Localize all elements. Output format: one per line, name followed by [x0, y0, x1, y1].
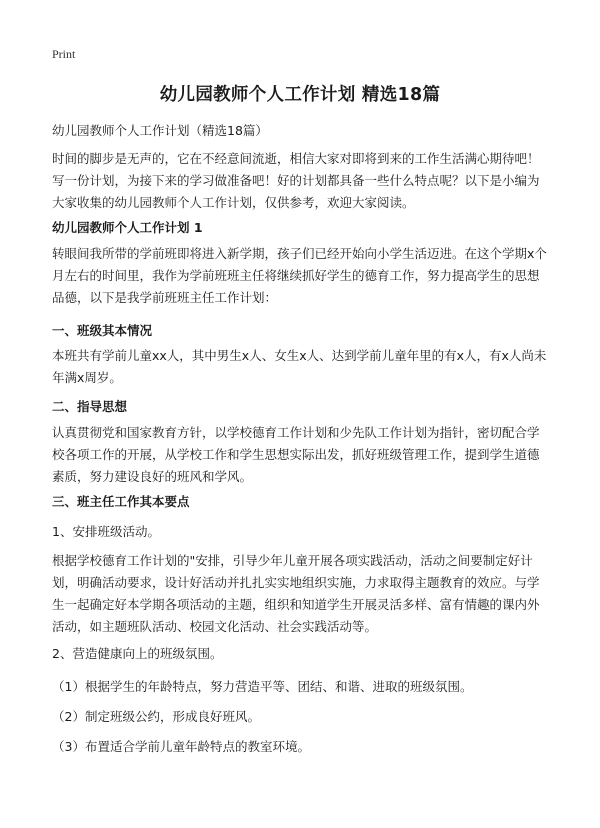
subtitle: 幼儿园教师个人工作计划（精选18篇）	[52, 123, 268, 138]
sub-item-3: （3）布置适合学前儿童年龄特点的教室环境。	[52, 739, 310, 754]
intro-paragraph: 时间的脚步是无声的，它在不经意间流逝，相信大家对即将到来的工作生活满心期待吧！写一份计划，为接下来的学习做准备吧！好的计划都具备一些什么特点呢？以下是小编为大家收集的幼儿园教师个人工作计划，仅供参考，欢迎大家阅读。	[52, 151, 540, 210]
section-1-heading: 幼儿园教师个人工作计划 1	[52, 220, 203, 235]
activities-paragraph: 根据学校德育工作计划的"安排，引导少年儿童开展各项实践活动，活动之间要制定好计划，明确活动要求，设计好活动并扎扎实实地组织实施，力求取得主题教育的效应。与学生一起确定好本学期各项活动的主题，组织和知道学生开展灵活多样、富有情趣的课内外活动，如主题班队活动、校园文化活动、社会实践活动等。	[52, 553, 540, 634]
heading-key-points: 三、班主任工作其本要点	[52, 494, 190, 509]
print-label[interactable]: Print	[52, 47, 76, 61]
guiding-thought-paragraph: 认真贯彻党和国家教育方针，以学校德育工作计划和少先队工作计划为指针，密切配合学校各项工作的开展，从学校工作和学生思想实际出发，抓好班级管理工作，提到学生道德素质，努力建设良好的班风和学风。	[52, 425, 540, 484]
page-title: 幼儿园教师个人工作计划 精选18篇	[159, 85, 441, 105]
class-info-paragraph: 本班共有学前儿童xx人，其中男生x人、女生x人、达到学前儿童年里的有x人，有x人尚未年满x周岁。	[52, 348, 547, 385]
heading-class-info: 一、班级其本情况	[52, 323, 153, 338]
list-item-1: 1、安排班级活动。	[52, 524, 160, 539]
heading-guiding-thought: 二、指导思想	[52, 399, 128, 414]
list-item-2: 2、营造健康向上的班级氛围。	[52, 646, 223, 661]
sub-item-1: （1）根据学生的年龄特点，努力营造平等、团结、和谐、进取的班级氛围。	[52, 679, 473, 694]
sub-item-2: （2）制定班级公约，形成良好班风。	[52, 709, 260, 724]
section-1-paragraph: 转眼间我所带的学前班即将进入新学期，孩子们已经开始向小学生活迈进。在这个学期x个月左右的时间里，我作为学前班班主任将继续抓好学生的德育工作，努力提高学生的思想品德，以下是我学前班班主任工作计划：	[52, 246, 547, 305]
